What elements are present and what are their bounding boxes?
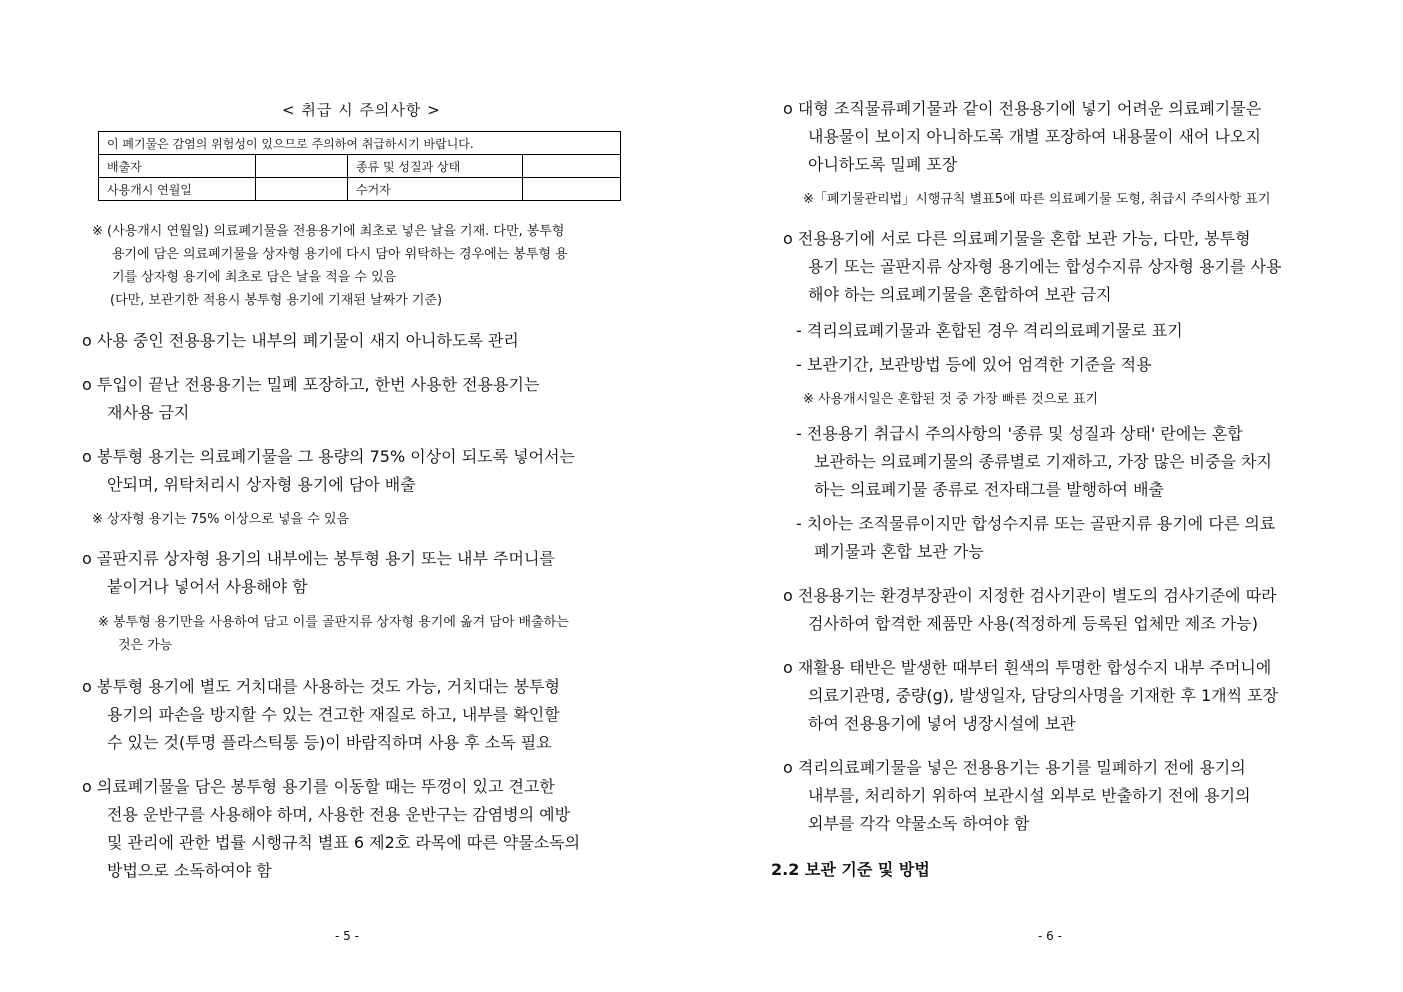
page-number: - 5 - [335,929,359,943]
page-number: - 6 - [1038,929,1062,943]
section-heading: 2.2 보관 기준 및 방법 [771,860,930,879]
value-start-date [256,178,348,201]
caution-label-table [98,131,621,201]
label-start-date: 사용개시 연월일 [99,178,256,201]
label-collector: 수거자 [348,178,523,201]
value-collector [523,178,621,201]
caution-notice: 이 폐기물은 감염의 위험성이 있으므로 주의하여 취급하시기 바랍니다. [99,132,621,155]
left-page: < 취급 시 주의사항 > 이 폐기물은 감염의 위험성이 있으므로 주의하여 취급하시기 바랍니다. 배출자 종류 및 성질과 상태 사용개시 연월일 수거자 ※ (사용개시 연월일) 의료폐기물을 전용용기에 최초로 넣은 날을 기재. 다만, 봉투형 용기에 담은 의료폐기물을 상자형 용기에 다시 담아 위탁하는 경우에는 봉투형 용 기를 상자형 용기에 최초로 담은 날을 적을 수 있음 (다만, 보관기한 적용시 봉투형 용기에 기재된 날짜가 기준) o 사용 중인 전용용기는 내부의 폐기물이 새지 아니하도록 관리 o 투입이 끝난 전용용기는 밀폐 포장하고, 한번 사용한 전용용기는 재사용 금지 o 봉투형 용기는 의료폐기물을 그 용량의 75% 이상이 되도록 넣어서는 안되며, 위탁처리시 상자형 용기에 담아 배출 ※ 상자형 용기는 75% 이상으로 넣을 수 있음 o 골판지류 상자형 용기의 내부에는 봉투형 용기 또는 내부 주머니를 붙이거나 넣어서 사용해야 함 ※ 봉투형 용기만을 사용하여 담고 이를 골판지류 상자형 용기에 옮겨 담아 배출하는 것은 가능 o 봉투형 용기에 별도 거치대를 사용하는 것도 가능, 거치대는 봉투형 용기의 파손을 방지할 수 있는 견고한 재질로 하고, 내부를 확인할 수 있는 것(투명 플라스틱통 등)이 바람직하며 사용 후 소독 필요 o 의료폐기물을 담은 봉투형 용기를 이동할 때는 뚜껑이 있고 견고한 전용 운반구를 사용해야 하며, 사용한 전용 운반구는 감염병의 예방 및 관리에 관한 법률 시행규칙 별표 6 제2호 라목에 따른 약물소독의 방법으로 소독하여야 함 - 5 - [0,0,700,992]
caution-title: < 취급 시 주의사항 > [282,101,441,119]
value-type-state [523,155,621,178]
label-type-state: 종류 및 성질과 상태 [348,155,523,178]
right-page: o 대형 조직물류폐기물과 같이 전용용기에 넣기 어려운 의료폐기물은 내용물이 보이지 아니하도록 개별 포장하여 내용물이 새어 나오지 아니하도록 밀폐 포장 ※「폐기물관리법」시행규칙 별표5에 따른 의료폐기물 도형, 취급시 주의사항 표기 o 전용용기에 서로 다른 의료폐기물을 혼합 보관 가능, 다만, 봉투형 용기 또는 골판지류 상자형 용기에는 합성수지류 상자형 용기를 사용 해야 하는 의료폐기물을 혼합하여 보관 금지 - 격리의료폐기물과 혼합된 경우 격리의료폐기물로 표기 - 보관기간, 보관방법 등에 있어 엄격한 기준을 적용 ※ 사용개시일은 혼합된 것 중 가장 빠른 것으로 표기 - 전용용기 취급시 주의사항의 '종류 및 성질과 상태' 란에는 혼합 보관하는 의료폐기물의 종류별로 기재하고, 가장 많은 비중을 차지 하는 의료폐기물 종류로 전자태그를 발행하여 배출 - 치아는 조직물류이지만 합성수지류 또는 골판지류 용기에 다른 의료 폐기물과 혼합 보관 가능 o 전용용기는 환경부장관이 지정한 검사기관이 별도의 검사기준에 따라 검사하여 합격한 제품만 사용(적정하게 등록된 업체만 제조 가능) o 재활용 태반은 발생한 때부터 흰색의 투명한 합성수지 내부 주머니에 의료기관명, 중량(g), 발생일자, 담당의사명을 기재한 후 1개씩 포장 하여 전용용기에 넣어 냉장시설에 보관 o 격리의료폐기물을 넣은 전용용기는 용기를 밀폐하기 전에 용기의 내부를, 처리하기 위하여 보관시설 외부로 반출하기 전에 용기의 외부를 각각 약물소독 하여야 함 2.2 보관 기준 및 방법 - 6 - [771,99,1282,943]
value-emitter [256,155,348,178]
label-emitter: 배출자 [99,155,256,178]
